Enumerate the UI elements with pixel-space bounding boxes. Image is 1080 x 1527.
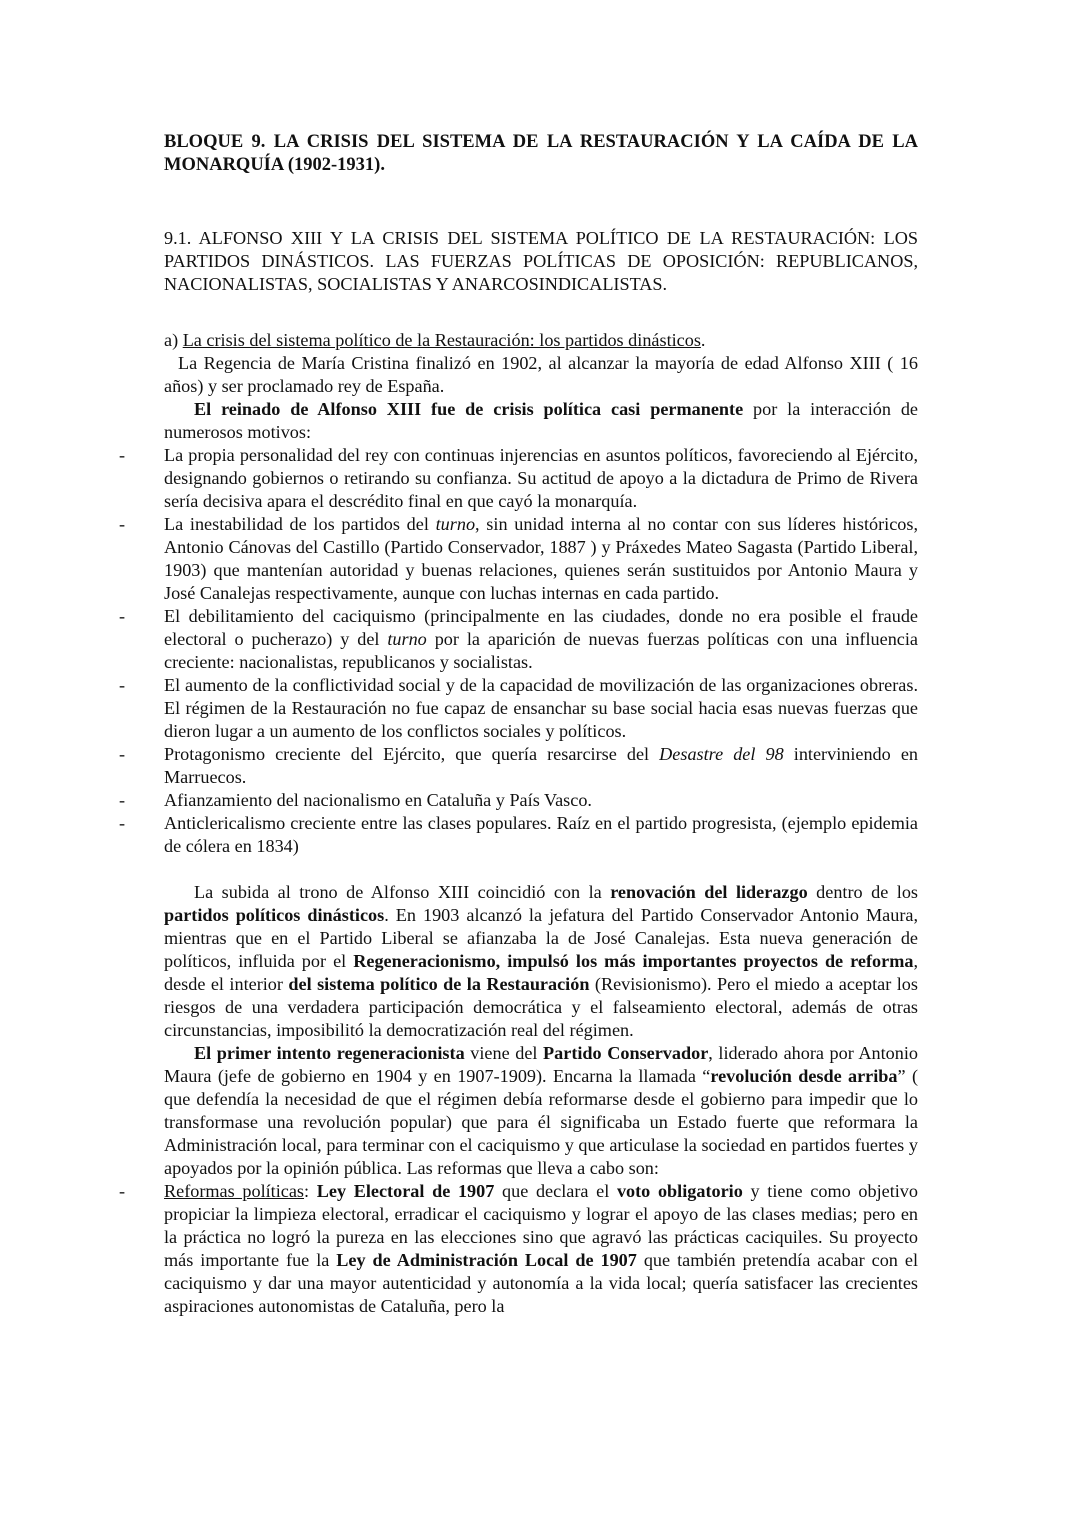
bold-phrase: Partido Conservador [543,1043,709,1063]
paragraph-primer-intento [164,1042,918,1180]
text-run: , liderado ahora por Antonio Maura (jefe de gobierno en 1904 y en 1907-1909). Encarna la llamada “ [164,1043,918,1086]
list-item [119,444,918,513]
list-item [119,1180,918,1318]
subsection-heading [164,329,918,352]
text-run: La propia personalidad del rey con continuas injerencias en asuntos políticos, favoreciendo al Ejército, designando gobiernos o retirando su confianza. Su actitud de apoyo a la dictadura de Primo de Rivera sería decisiva apara el descrédito final en que cayó la monarquía. [164,445,918,511]
text-run: que también pretendía acabar con el caciquismo y dar una mayor autenticidad y autonomía a la vida local; quería satisfacer las crecientes aspiraciones autonomistas de Cataluña, pero la [164,1250,918,1316]
bold-phrase: del sistema político de la Restauración [288,974,590,994]
italic-term: turno [435,514,476,534]
text-run: El debilitamiento del caciquismo (principalmente en las ciudades, donde no era posible el fraude electoral o pucherazo) y del [164,606,918,649]
text-run: Afianzamiento del nacionalismo en Cataluña y País Vasco. [164,790,592,810]
text-run: La subida al trono de Alfonso XIII coincidió con la [194,882,611,902]
bold-phrase: Ley de Administración Local de 1907 [336,1250,637,1270]
document-title: BLOQUE 9. LA CRISIS DEL SISTEMA DE LA RESTAURACIÓN Y LA CAÍDA DE LA MONARQUÍA (1902-1931). [164,132,918,175]
text-run: por la aparición de nuevas fuerzas políticas con una influencia creciente: nacionalistas, republicanos y socialistas. [164,629,918,672]
text-run: ” ( que defendía la necesidad de que el régimen debía reformarse desde el gobierno para impedir que lo transformase una revolución popular) que para él significaba un Estado fuerte que reformara la Administración local, para terminar con el caciquismo y que articulase la sociedad en partidos fuertes y apoyados por la opinión pública. Las reformas que lleva a cabo son: [164,1066,918,1178]
subsection-prefix: a) [164,330,183,350]
dash-bullet: - [119,744,126,764]
bold-phrase: voto obligatorio [616,1181,743,1201]
list-item [119,605,918,674]
text-run: . En 1903 alcanzó la jefatura del Partido Conservador Antonio Maura, mientras que en el Partido Liberal se afianzaba la de José Canalejas. Esta nueva generación de políticos, influida por el [164,905,919,971]
list-item [119,674,918,743]
text-run: viene del [464,1043,544,1063]
subsection-suffix: . [700,330,706,350]
list-item [119,789,918,812]
text-run: Anticlericalismo creciente entre las clases populares. Raíz en el partido progresista, (ejemplo epidemia de cólera en 1834) [164,813,918,856]
bold-phrase: El primer intento regeneracionista [194,1043,465,1063]
text-run: La inestabilidad de los partidos del [164,514,436,534]
subsection-heading-text: La crisis del sistema político de la Restauración: los partidos dinásticos [182,330,701,350]
bold-phrase: renovación del liderazgo [610,882,808,902]
text-run: El aumento de la conflictividad social y de la capacidad de movilización de las organizaciones obreras. El régimen de la Restauración no fue capaz de ensanchar su base social hacia esas nuevas fuerzas que dieron lugar a un aumento de los conflictos sociales y políticos. [164,675,918,741]
paragraph-reinado [164,398,918,444]
text-run: , desde el interior [164,951,918,994]
text-run: : [304,1181,317,1201]
dash-bullet: - [119,813,126,833]
italic-term: turno [387,629,427,649]
document-page [119,131,919,1318]
text-run: por la interacción de numerosos motivos: [164,399,918,442]
paragraph-subida-trono [164,881,918,1042]
dash-bullet: - [119,1181,126,1201]
list-item [119,812,918,858]
dash-bullet: - [119,790,126,810]
text-run: que declara el [494,1181,617,1201]
paragraph-regencia: La Regencia de María Cristina finalizó en 1902, al alcanzar la mayoría de edad Alfonso XIII ( 16 años) y ser proclamado rey de España. [164,353,918,396]
italic-term: Desastre del 98 [659,744,784,764]
bold-phrase: Ley Electoral de 1907 [316,1181,495,1201]
list-item [119,513,918,605]
text-run: Protagonismo creciente del Ejército, que quería resarcirse del [164,744,660,764]
dash-bullet: - [119,606,126,626]
text-run: interviniendo en Marruecos. [164,744,918,787]
bold-phrase: Regeneracionismo, impulsó los más importantes proyectos de reforma [353,951,914,971]
text-run: (Revisionismo). Pero el miedo a aceptar los riesgos de una verdadera participación democrática y el falseamiento electoral, además de otras circunstancias, imposibilitó la democratización real del régimen. [164,974,918,1040]
motivos-list [119,444,918,858]
reformas-list [119,1180,918,1318]
text-run: dentro de los [807,882,918,902]
bold-phrase: revolución desde arriba [710,1066,898,1086]
underlined-term: Reformas políticas [164,1181,305,1201]
bold-phrase: partidos políticos dinásticos [164,905,385,925]
list-item [119,743,918,789]
text-run: , sin unidad interna al no contar con sus líderes históricos, Antonio Cánovas del Castillo (Partido Conservador, 1887 ) y Práxedes Mateo Sagasta (Partido Liberal, 1903) que mantenían autoridad y buenas relaciones, quienes serán sustituidos por Antonio Maura y José Canalejas respectivamente, aunque con luchas internas en cada partido. [164,514,918,603]
bold-phrase: El reinado de Alfonso XIII fue de crisis política casi permanente [194,399,744,419]
dash-bullet: - [119,514,126,534]
text-run: y tiene como objetivo propiciar la limpieza electoral, erradicar el caciquismo y lograr el apoyo de las clases medias; pero en la práctica no logró la pureza en las elecciones sino que agravó las prácticas caciquiles. Su proyecto más importante fue la [164,1181,918,1270]
section-title: 9.1. ALFONSO XIII Y LA CRISIS DEL SISTEMA POLÍTICO DE LA RESTAURACIÓN: LOS PARTIDOS DINÁSTICOS. LAS FUERZAS POLÍTICAS DE OPOSICIÓN: REPUBLICANOS, NACIONALISTAS, SOCIALISTAS Y ANARCOSINDICALISTAS. [164,228,918,294]
dash-bullet: - [119,445,126,465]
dash-bullet: - [119,675,126,695]
